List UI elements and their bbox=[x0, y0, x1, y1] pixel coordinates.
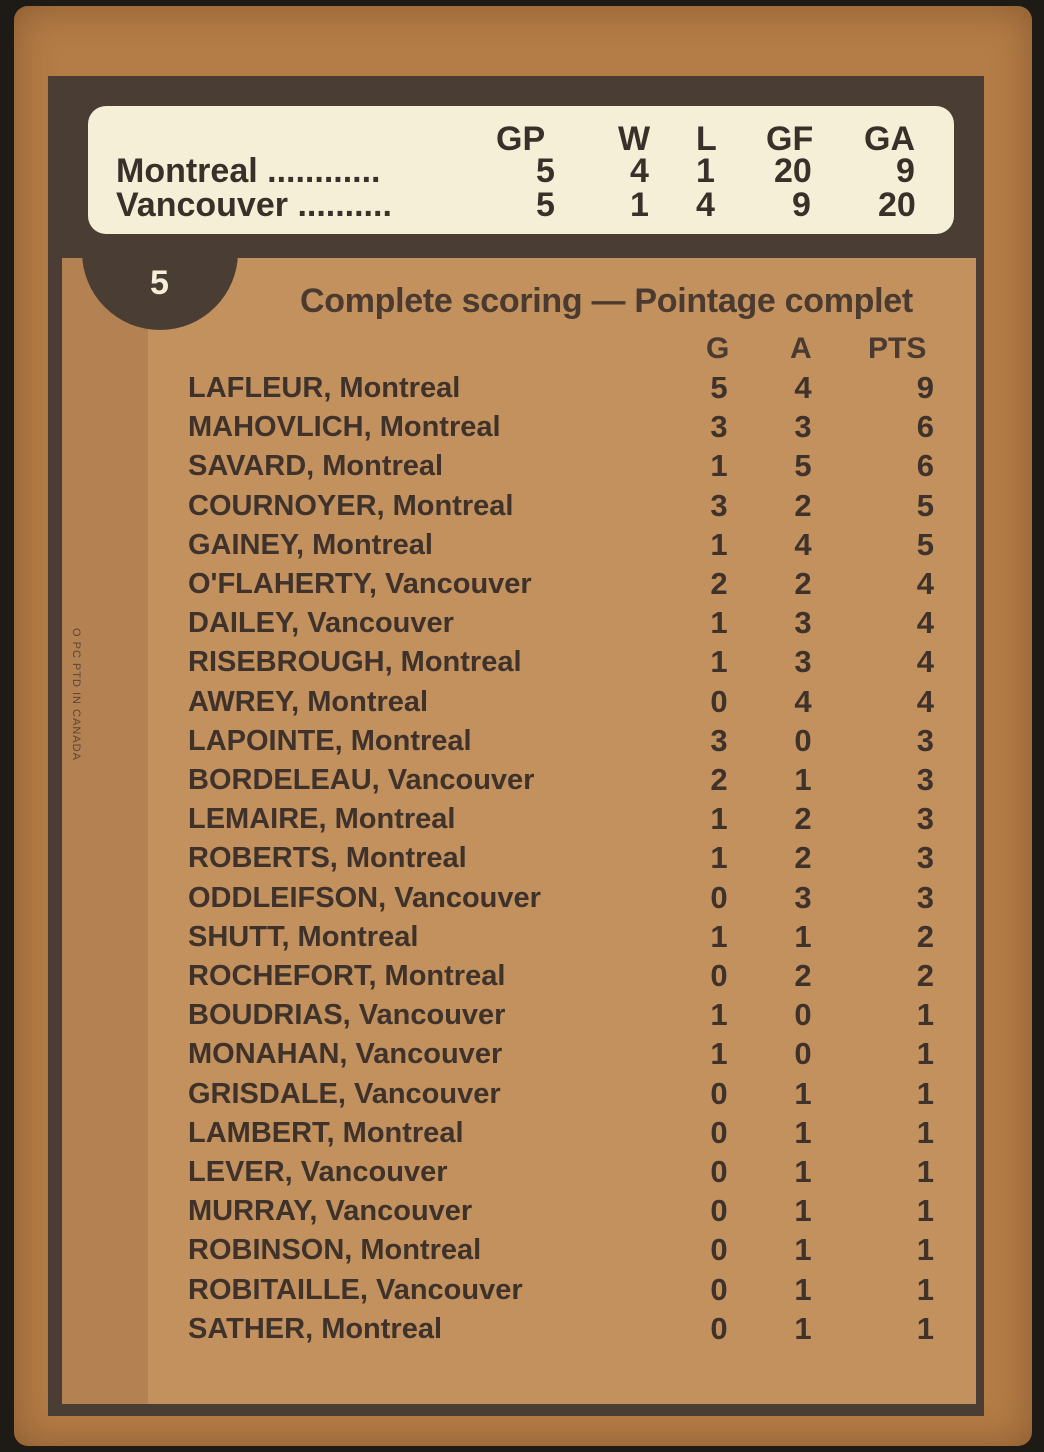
player-assists: 3 bbox=[794, 605, 812, 641]
player-points: 2 bbox=[916, 958, 934, 993]
player-points: 4 bbox=[916, 683, 934, 719]
player-row bbox=[0, 723, 1044, 762]
player-assists: 3 bbox=[794, 879, 812, 915]
player-points: 5 bbox=[916, 487, 934, 523]
player-name: LAFLEUR, Montreal bbox=[188, 372, 461, 404]
player-name: ROBERTS, Montreal bbox=[188, 842, 467, 875]
player-name: BORDELEAU, Vancouver bbox=[188, 764, 535, 796]
player-row bbox=[0, 488, 1044, 527]
player-name: ODDLEIFSON, Vancouver bbox=[188, 881, 541, 914]
player-name: GRISDALE, Vancouver bbox=[188, 1077, 501, 1110]
player-points: 4 bbox=[916, 644, 934, 680]
player-goals: 5 bbox=[710, 370, 728, 405]
card-number: 5 bbox=[150, 264, 169, 302]
player-assists: 3 bbox=[794, 644, 812, 680]
player-name: LAMBERT, Montreal bbox=[188, 1116, 464, 1149]
player-goals: 3 bbox=[710, 409, 728, 445]
player-row bbox=[0, 840, 1044, 879]
player-assists: 5 bbox=[794, 448, 812, 484]
standings-team-name: Montreal ............ bbox=[116, 152, 381, 190]
player-assists: 1 bbox=[794, 1075, 812, 1111]
player-assists: 1 bbox=[794, 1114, 812, 1150]
player-points: 1 bbox=[916, 1154, 934, 1189]
player-assists: 3 bbox=[794, 409, 812, 445]
player-points: 3 bbox=[916, 801, 934, 837]
player-goals: 0 bbox=[710, 1310, 728, 1346]
player-goals: 0 bbox=[710, 1154, 728, 1189]
player-assists: 0 bbox=[794, 997, 812, 1033]
player-points: 3 bbox=[916, 762, 934, 797]
player-assists: 0 bbox=[794, 1036, 812, 1072]
player-row bbox=[0, 605, 1044, 644]
player-assists: 4 bbox=[794, 526, 812, 562]
player-points: 1 bbox=[916, 1310, 934, 1346]
player-goals: 3 bbox=[710, 722, 728, 758]
scoring-title: Complete scoring — Pointage complet bbox=[300, 282, 913, 320]
player-row bbox=[0, 1272, 1044, 1311]
player-points: 1 bbox=[916, 1271, 934, 1307]
player-row bbox=[0, 1115, 1044, 1154]
player-points: 1 bbox=[916, 997, 934, 1033]
player-assists: 1 bbox=[794, 762, 812, 797]
player-goals: 0 bbox=[710, 1075, 728, 1111]
player-goals: 1 bbox=[710, 605, 728, 641]
printer-credit: O PC PTD IN CANADA bbox=[70, 628, 82, 761]
player-row bbox=[0, 801, 1044, 840]
standings-gf: 20 bbox=[774, 152, 812, 190]
player-points: 4 bbox=[916, 566, 934, 601]
player-assists: 2 bbox=[794, 487, 812, 523]
standings-w: 4 bbox=[630, 152, 649, 190]
player-name: SATHER, Montreal bbox=[188, 1312, 443, 1345]
player-row bbox=[0, 919, 1044, 958]
header-assists: A bbox=[790, 332, 812, 365]
standings-header-gp: GP bbox=[496, 120, 546, 158]
player-name: O'FLAHERTY, Vancouver bbox=[188, 568, 532, 600]
player-points: 3 bbox=[916, 840, 934, 876]
player-assists: 2 bbox=[794, 958, 812, 993]
player-name: DAILEY, Vancouver bbox=[188, 607, 454, 640]
standings-l: 4 bbox=[696, 186, 715, 224]
player-points: 4 bbox=[916, 605, 934, 641]
player-assists: 1 bbox=[794, 1310, 812, 1346]
player-row bbox=[0, 684, 1044, 723]
player-name: ROCHEFORT, Montreal bbox=[188, 960, 506, 992]
player-name: ROBINSON, Montreal bbox=[188, 1234, 482, 1267]
player-goals: 1 bbox=[710, 1036, 728, 1072]
player-goals: 2 bbox=[710, 566, 728, 601]
player-goals: 0 bbox=[710, 958, 728, 993]
player-assists: 4 bbox=[794, 683, 812, 719]
player-row bbox=[0, 566, 1044, 605]
player-assists: 0 bbox=[794, 722, 812, 758]
player-row bbox=[0, 958, 1044, 997]
standings-header-l: L bbox=[696, 120, 717, 158]
player-name: LEVER, Vancouver bbox=[188, 1156, 448, 1188]
player-name: ROBITAILLE, Vancouver bbox=[188, 1273, 523, 1306]
standings-team-name: Vancouver .......... bbox=[116, 186, 392, 224]
player-points: 6 bbox=[916, 448, 934, 484]
player-points: 6 bbox=[916, 409, 934, 445]
player-assists: 1 bbox=[794, 1232, 812, 1268]
standings-gp: 5 bbox=[536, 152, 555, 190]
player-row bbox=[0, 1232, 1044, 1271]
player-assists: 4 bbox=[794, 370, 812, 405]
player-name: AWREY, Montreal bbox=[188, 685, 429, 718]
player-goals: 0 bbox=[710, 1232, 728, 1268]
standings-ga: 20 bbox=[878, 186, 916, 224]
standings-l: 1 bbox=[696, 152, 715, 190]
player-points: 3 bbox=[916, 722, 934, 758]
player-row bbox=[0, 527, 1044, 566]
player-name: COURNOYER, Montreal bbox=[188, 489, 514, 522]
standings-header-gf: GF bbox=[766, 120, 814, 158]
player-points: 3 bbox=[916, 879, 934, 915]
player-goals: 1 bbox=[710, 997, 728, 1033]
player-row bbox=[0, 1154, 1044, 1193]
player-points: 5 bbox=[916, 526, 934, 562]
player-goals: 0 bbox=[710, 1114, 728, 1150]
standings-gp: 5 bbox=[536, 186, 555, 224]
player-points: 9 bbox=[916, 370, 934, 405]
player-goals: 1 bbox=[710, 840, 728, 876]
player-goals: 0 bbox=[710, 879, 728, 915]
standings-header-w: W bbox=[618, 120, 651, 158]
player-row bbox=[0, 1036, 1044, 1075]
player-points: 1 bbox=[916, 1232, 934, 1268]
player-row bbox=[0, 1076, 1044, 1115]
player-row bbox=[0, 1311, 1044, 1350]
player-assists: 1 bbox=[794, 1193, 812, 1229]
player-row bbox=[0, 1193, 1044, 1232]
player-points: 1 bbox=[916, 1193, 934, 1229]
player-row bbox=[0, 997, 1044, 1036]
player-name: GAINEY, Montreal bbox=[188, 528, 433, 561]
player-goals: 3 bbox=[710, 487, 728, 523]
player-goals: 0 bbox=[710, 683, 728, 719]
player-points: 2 bbox=[916, 918, 934, 954]
player-name: LEMAIRE, Montreal bbox=[188, 803, 456, 836]
standings-box bbox=[88, 106, 954, 234]
player-row bbox=[0, 370, 1044, 409]
player-goals: 1 bbox=[710, 644, 728, 680]
standings-gf: 9 bbox=[792, 186, 811, 224]
player-name: BOUDRIAS, Vancouver bbox=[188, 999, 506, 1032]
player-points: 1 bbox=[916, 1036, 934, 1072]
player-assists: 1 bbox=[794, 1271, 812, 1307]
player-assists: 2 bbox=[794, 840, 812, 876]
player-name: LAPOINTE, Montreal bbox=[188, 724, 472, 757]
player-goals: 1 bbox=[710, 448, 728, 484]
player-row bbox=[0, 644, 1044, 683]
player-goals: 1 bbox=[710, 801, 728, 837]
player-row bbox=[0, 448, 1044, 487]
player-points: 1 bbox=[916, 1114, 934, 1150]
player-assists: 2 bbox=[794, 801, 812, 837]
player-goals: 0 bbox=[710, 1193, 728, 1229]
player-assists: 1 bbox=[794, 1154, 812, 1189]
player-row bbox=[0, 409, 1044, 448]
header-goals: G bbox=[706, 332, 730, 365]
standings-ga: 9 bbox=[896, 152, 915, 190]
player-goals: 1 bbox=[710, 526, 728, 562]
player-assists: 1 bbox=[794, 918, 812, 954]
player-name: SAVARD, Montreal bbox=[188, 450, 444, 483]
player-goals: 1 bbox=[710, 918, 728, 954]
player-points: 1 bbox=[916, 1075, 934, 1111]
standings-header-ga: GA bbox=[864, 120, 915, 158]
player-name: MONAHAN, Vancouver bbox=[188, 1038, 503, 1071]
player-goals: 0 bbox=[710, 1271, 728, 1307]
player-row bbox=[0, 762, 1044, 801]
player-name: SHUTT, Montreal bbox=[188, 920, 419, 953]
standings-w: 1 bbox=[630, 186, 649, 224]
player-name: RISEBROUGH, Montreal bbox=[188, 646, 522, 679]
player-assists: 2 bbox=[794, 566, 812, 601]
player-goals: 2 bbox=[710, 762, 728, 797]
player-name: MURRAY, Vancouver bbox=[188, 1195, 473, 1228]
player-name: MAHOVLICH, Montreal bbox=[188, 411, 501, 444]
player-row bbox=[0, 880, 1044, 919]
header-points: PTS bbox=[868, 332, 927, 365]
